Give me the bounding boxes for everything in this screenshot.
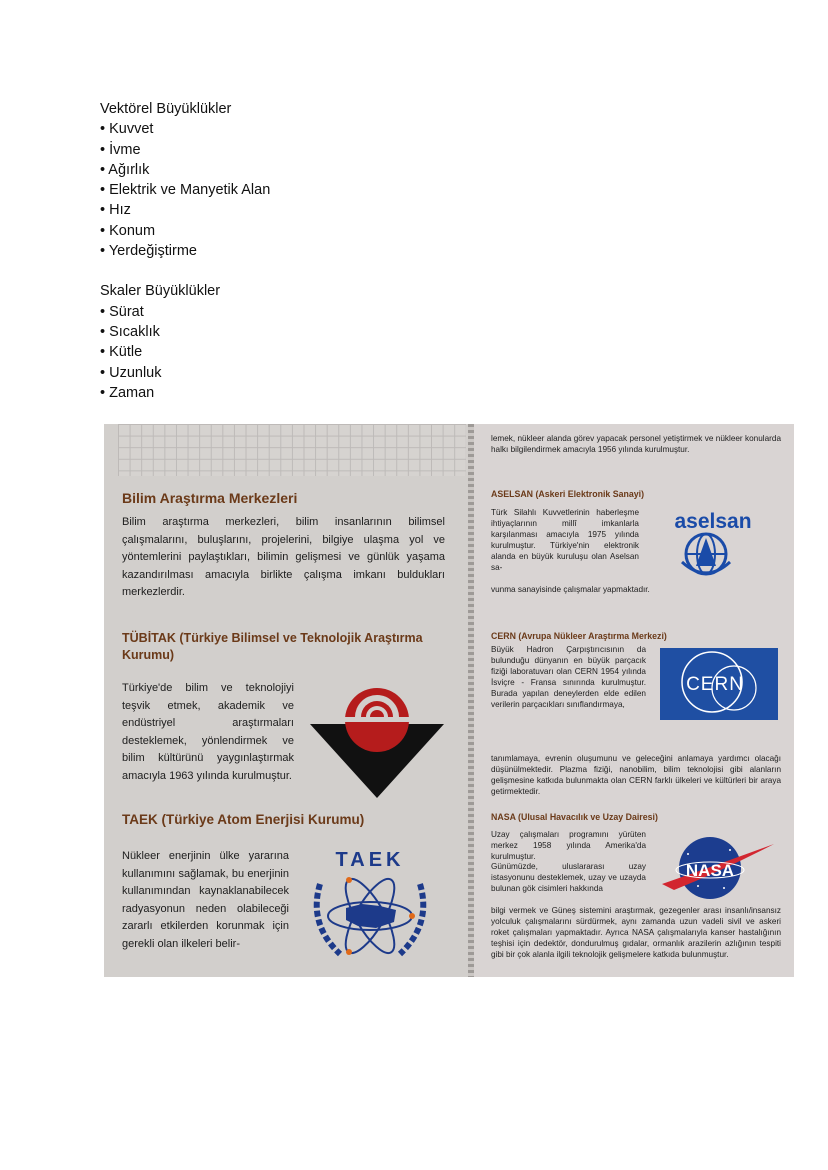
vector-item: • Ağırlık (100, 161, 150, 178)
scalar-item: • Zaman (100, 384, 155, 401)
nasa-text: Uzay çalışmaları programını yürüten merkez 1958 yılında Amerika'da kurulmuştur. (491, 830, 646, 861)
scalar-item: • Sıcaklık (100, 323, 160, 340)
cern-logo-text: CERN (686, 674, 744, 695)
taek-logo-text: TAEK (335, 849, 405, 871)
cern-title: CERN (Avrupa Nükleer Araştırma Merkezi) (491, 631, 667, 641)
taek-text: Nükleer enerjinin ülke yararına kullanımını sağlamak, bu enerjinin kullanımından kaynaklanabilecek radyasyonun neden olabileceği zararlı etkilerden korunmak için gerekli olan ilkeleri belir- (122, 850, 289, 950)
aselsan-title: ASELSAN (Askeri Elektronik Sanayi) (491, 489, 645, 499)
textbook-scan (104, 424, 794, 977)
tubitak-text: Türkiye'de bilim ve teknolojiyi teşvik etmek, akademik ve endüstriyel araştırmaları desteklemek, yönlendirmek ve bilim kültürünü yaygınlaştırmak amacıyla 1963 yılında kurulmuştur. (122, 682, 294, 782)
bam-text: Bilim araştırma merkezleri, bilim insanlarının bilimsel çalışmalarını, buluşlarını, projelerini, bilgiye ulaşma yol ve yöntemlerini paylaştıkları, bilimin gelişmesi ve günlük yaşama kazandırılması amacıyla birlikte çalışma imkanı buldukları merkezlerdir. (122, 516, 445, 599)
aselsan-text-end: vunma sanayisinde çalışmalar yapmaktadır. (491, 585, 650, 594)
vector-item: • İvme (100, 141, 141, 158)
bam-title: Bilim Araştırma Merkezleri (122, 490, 298, 506)
vector-item: • Kuvvet (100, 121, 154, 138)
vector-item: • Elektrik ve Manyetik Alan (100, 182, 271, 199)
tubitak-logo (310, 686, 444, 800)
aselsan-text: Türk Silahlı Kuvvetlerinin haberleşme ihtiyaçlarının millî imkanlarla karşılanması amacıyla 1975 yılında kurulmuştur. Türkiye'nin elektronik alanda en büyük kuruluşu olan Aselsan sa- (491, 508, 639, 572)
cern-logo (660, 648, 778, 720)
nasa-logo-text: NASA (685, 861, 735, 880)
vector-item: • Yerdeğiştirme (100, 243, 197, 260)
left-page (104, 424, 468, 977)
grid-pattern (118, 424, 466, 476)
aselsan-logo-text: aselsan (674, 510, 752, 533)
nasa-text-3: bilgi vermek ve Güneş sistemini araştırmak, gezegenler arası insanlı/insansız yolculuk çalışmalarını sürdürmek, aynı zamanda uzun vadeli sivil ve askeri roket çalışmaları yapmaktadır. Ayrıca NASA çalışmalarıyla kanser hastalığının teşhisi için dedektör, dondurulmuş gıdalar, ormanlık arazilerin azlığının tespiti gibi bir çok alanla ilgili teknolojik gelişmelere katkıda bulunmuştur. (491, 906, 781, 959)
taek-continued-text: lemek, nükleer alanda görev yapacak personel yetiştirmek ve nükleer konularda halkı bilgilendirmek amacıyla 1956 yılında kurulmuştur. (491, 434, 781, 454)
vector-item: • Hız (100, 202, 131, 219)
right-page (474, 424, 794, 977)
vector-title: Vektörel Büyüklükler (100, 101, 232, 117)
vector-item: • Konum (100, 222, 156, 239)
cern-text-end: tanımlamaya, evrenin oluşumunu ve geleceğini anlamaya yardımcı olacağı düşünülmektedir. Plazma fiziği, nanobilim, bilim teknolojisi gibi alanların gelişmesine katkıda bulunmakta olan CERN farklı ülkeleri ve kültürleri bir araya getirmektedir. (491, 754, 781, 796)
quantity-lists (100, 99, 270, 403)
scalar-item: • Sürat (100, 303, 144, 320)
taek-title: TAEK (Türkiye Atom Enerjisi Kurumu) (122, 812, 365, 827)
nasa-title: NASA (Ulusal Havacılık ve Uzay Dairesi) (491, 812, 658, 822)
scalar-item: • Uzunluk (100, 364, 162, 381)
cern-text: Büyük Hadron Çarpıştırıcısının da bulunduğu dünyanın en büyük parçacık fiziği laboratuvarı olan CERN 1954 yılında İsviçre - Fransa sınırında kurulmuştur. Burada yapılan deneylerden elde edilen verilerin parçacıkları sınıflandırmaya, (491, 645, 646, 709)
taek-logo (300, 844, 440, 964)
aselsan-logo (646, 510, 780, 576)
nasa-logo (654, 836, 776, 900)
tubitak-title: TÜBİTAK (Türkiye Bilimsel ve Teknolojik Araştırma Kurumu) (122, 631, 423, 662)
scalar-title: Skaler Büyüklükler (100, 283, 221, 300)
scalar-item: • Kütle (100, 344, 143, 361)
nasa-text-2: Günümüzde, uluslararası uzay istasyonunu desteklemek, uzay ve uzayda bulunan gök cisimleri hakkında (491, 862, 646, 893)
